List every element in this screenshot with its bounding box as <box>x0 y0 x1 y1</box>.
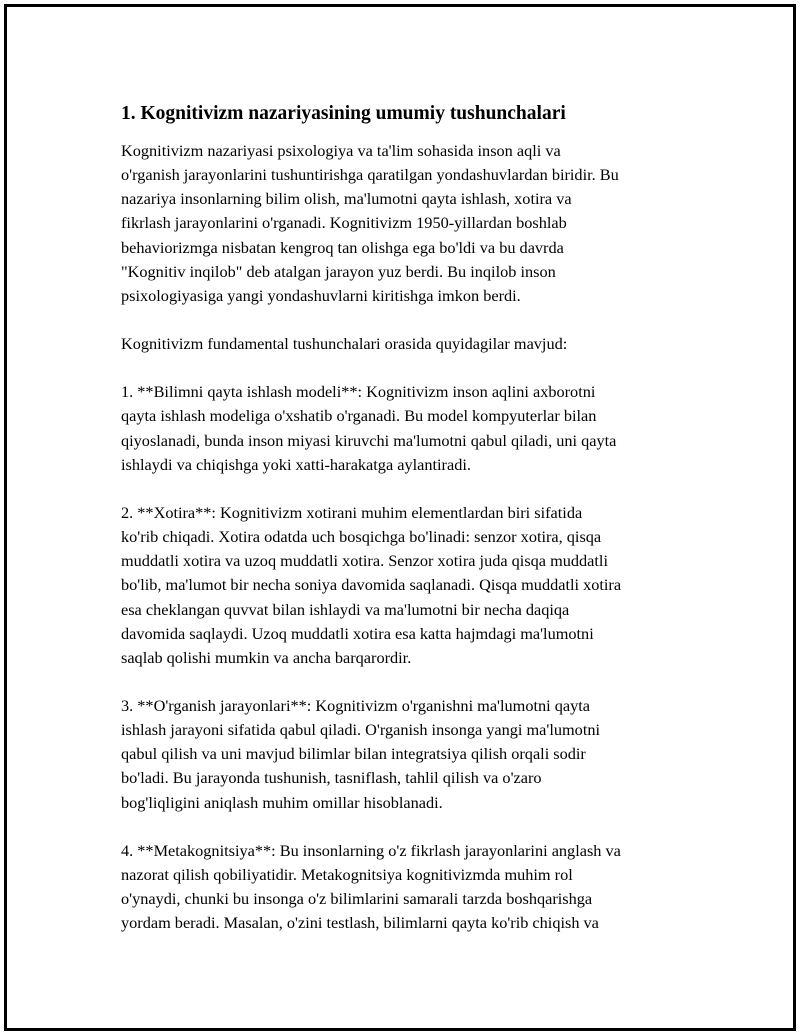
list-item-metacognition: 4. **Metakognitsiya**: Bu insonlarning o'z fikrlash jarayonlarini anglash va nazorat qilish qobiliyatidir. Metakognitsiya kognitivizmda muhim rol o'ynaydi, chunki bu insonga o'z bilimlarini samarali tarzda boshqarishga yordam beradi. Masalan, o'zini testlash, bilimlarni qayta ko'rib chiqish va <box>121 840 621 933</box>
document-body <box>121 101 701 935</box>
paragraph-gap <box>121 477 701 501</box>
paragraph-gap <box>121 356 701 380</box>
paragraph-gap <box>121 308 701 332</box>
list-item-knowledge-processing: 1. **Bilimni qayta ishlash modeli**: Kognitivizm inson aqlini axborotni qayta ishlash modeliga o'xshatib o'rganadi. Bu model kompyuterlar bilan qiyoslanadi, bunda inson miyasi kiruvchi ma'lumotni qabul qiladi, uni qayta ishlaydi va chiqishga yoki xatti-harakatga aylantiradi. <box>121 382 617 474</box>
paragraph-gap <box>121 815 701 839</box>
paragraph-gap <box>121 670 701 694</box>
document-title: 1. Kognitivizm nazariyasining umumiy tushunchalari <box>121 103 566 124</box>
page-border <box>4 4 796 1031</box>
concepts-lead-paragraph: Kognitivizm fundamental tushunchalari orasida quyidagilar mavjud: <box>121 334 568 354</box>
list-item-learning-processes: 3. **O'rganish jarayonlari**: Kognitivizm o'rganishni ma'lumotni qayta ishlash jarayoni sifatida qabul qiladi. O'rganish insonga yangi ma'lumotni qabul qilish va uni mavjud bilimlar bilan integratsiya qilish orqali sodir bo'ladi. Bu jarayonda tushunish, tasniflash, tahlil qilish va o'zaro bog'liqligini aniqlash muhim omillar hisoblanadi. <box>121 695 601 812</box>
intro-paragraph: Kognitivizm nazariyasi psixologiya va ta'lim sohasida inson aqli va o'rganish jarayonlarini tushuntirishga qaratilgan yondashuvlardan biridir. Bu nazariya insonlarning bilim olish, ma'lumotni qayta ishlash, xotira va fikrlash jarayonlarini o'rganadi. Kognitivizm 1950-yillardan boshlab behaviorizmga nisbatan kengroq tan olishga ega bo'ldi va bu davrda "Kognitiv inqilob" deb atalgan jarayon yuz berdi. Bu inqilob inson psixologiyasiga yangi yondashuvlarni kiritishga imkon berdi. <box>121 141 619 305</box>
list-item-memory: 2. **Xotira**: Kognitivizm xotirani muhim elementlardan biri sifatida ko'rib chiqadi. Xotira odatda uch bosqichga bo'linadi: senzor xotira, qisqa muddatli xotira va uzoq muddatli xotira. Senzor xotira juda qisqa muddatli bo'lib, ma'lumot bir necha soniya davomida saqlanadi. Qisqa muddatli xotira esa cheklangan quvvat bilan ishlaydi va ma'lumotni bir necha daqiqa davomida saqlaydi. Uzoq muddatli xotira esa katta hajmdagi ma'lumotni saqlab qolishi mumkin va ancha barqarordir. <box>121 502 622 667</box>
